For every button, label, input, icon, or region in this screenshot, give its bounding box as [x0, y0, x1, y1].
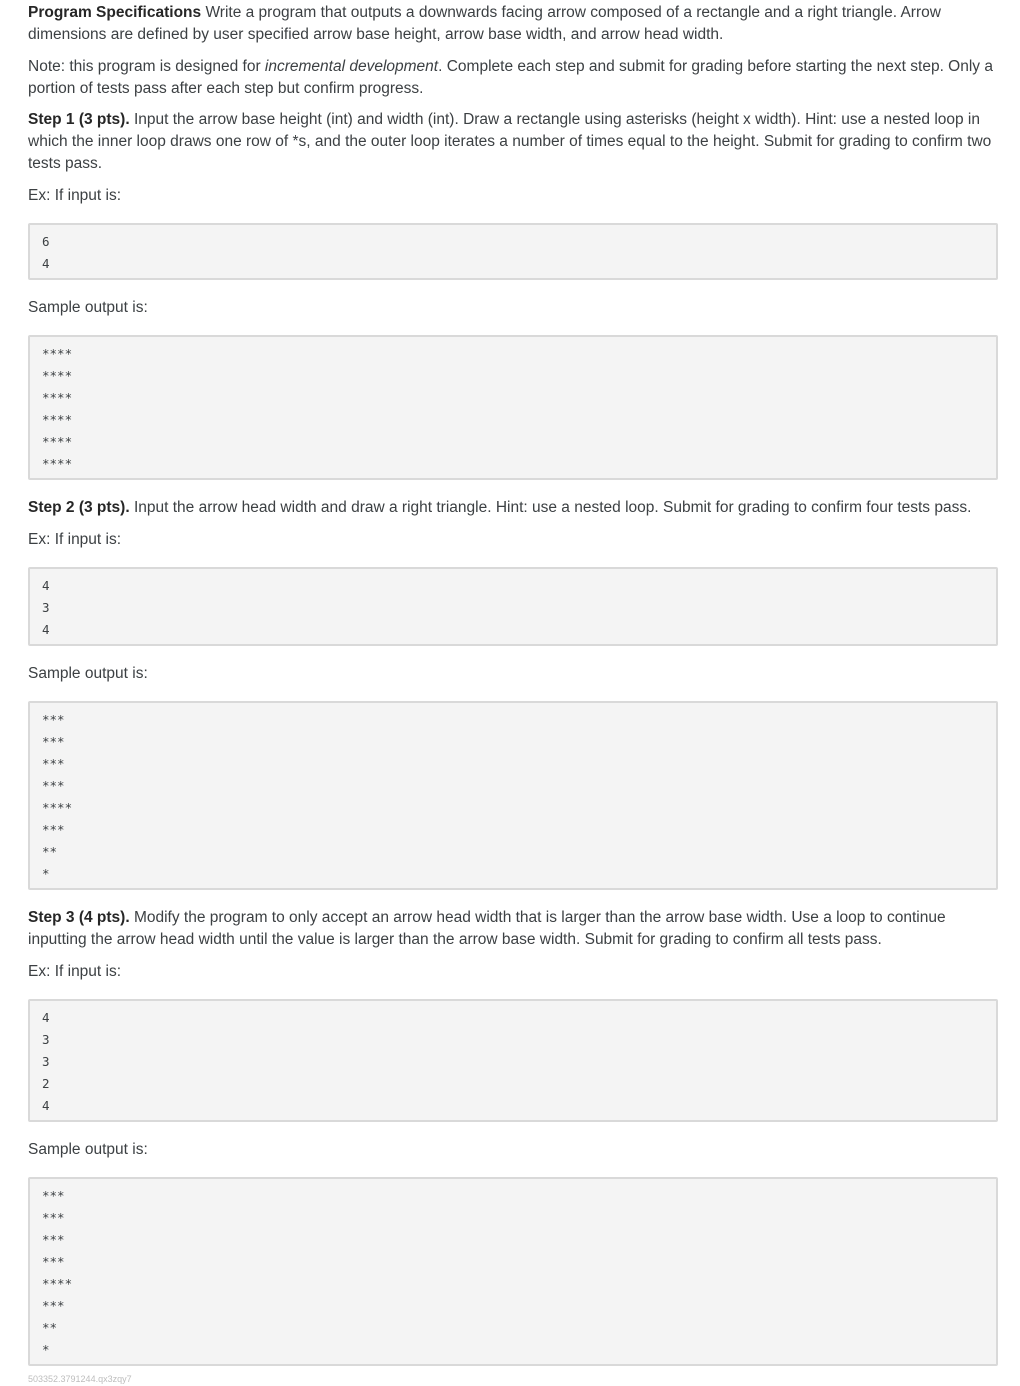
- step-2-text: Input the arrow head width and draw a right triangle. Hint: use a nested loop. Submit for grading to confirm four tests pass.: [129, 499, 972, 516]
- step-2-output-label: Sample output is:: [28, 665, 148, 682]
- code-line: 3: [42, 1032, 50, 1047]
- code-line: ***: [42, 712, 65, 727]
- code-line: ****: [42, 412, 73, 427]
- step-3-title: Step 3 (4 pts).: [28, 909, 130, 926]
- code-line: ****: [42, 434, 73, 449]
- step-3-input-block: [28, 999, 998, 1122]
- code-line: ***: [42, 778, 65, 793]
- code-line: ***: [42, 756, 65, 771]
- step-2-input-block: [28, 567, 998, 646]
- step-1-paragraph: [28, 109, 996, 175]
- step-1-text: Input the arrow base height (int) and width (int). Draw a rectangle using asterisks (height x width). Hint: use a nested loop in which the inner loop draws one row of *s, and the outer loop iterates a number of times equal to the height. Submit for grading to confirm two tests pass.: [28, 111, 992, 172]
- code-line: 3: [42, 600, 50, 615]
- code-line: ****: [42, 368, 73, 383]
- code-line: 6: [42, 234, 50, 249]
- code-line: ****: [42, 456, 73, 471]
- code-line: ****: [42, 346, 73, 361]
- code-line: ***: [42, 1210, 65, 1225]
- intro-text: Write a program that outputs a downwards facing arrow composed of a rectangle and a right triangle. Arrow dimensions are defined by user specified arrow base height, arrow base width, and arrow head width.: [28, 4, 941, 43]
- code-line: ***: [42, 1232, 65, 1247]
- code-line: *: [42, 1342, 50, 1357]
- code-line: ***: [42, 1298, 65, 1313]
- code-line: 3: [42, 1054, 50, 1069]
- code-line: 4: [42, 622, 50, 637]
- code-line: 4: [42, 1010, 50, 1025]
- code-line: 4: [42, 1098, 50, 1113]
- code-line: ***: [42, 1254, 65, 1269]
- code-line: ****: [42, 1276, 73, 1291]
- document-page: [0, 2, 1020, 1386]
- intro-paragraph: [28, 2, 996, 46]
- step-3-output-label: Sample output is:: [28, 1141, 148, 1158]
- code-line: ****: [42, 390, 73, 405]
- code-line: *: [42, 866, 50, 881]
- code-line: 4: [42, 578, 50, 593]
- footer-id: 503352.3791244.qx3zqy7: [28, 1374, 132, 1384]
- step-2-paragraph: [28, 497, 996, 519]
- note-suffix: . Complete each step and submit for grading before starting the next step. Only a portion of tests pass after each step but confirm progress.: [28, 58, 993, 97]
- step-1-output-block: [28, 335, 998, 480]
- step-2-output-block: [28, 701, 998, 890]
- step-1-input-label: Ex: If input is:: [28, 187, 122, 204]
- step-3-input-label: Ex: If input is:: [28, 963, 122, 980]
- code-line: **: [42, 844, 58, 859]
- step-3-paragraph: [28, 907, 996, 951]
- note-paragraph: [28, 56, 996, 100]
- code-line: ***: [42, 1188, 65, 1203]
- spec-heading: Program Specifications: [28, 4, 202, 21]
- step-2-input-label: Ex: If input is:: [28, 531, 122, 548]
- code-line: ****: [42, 800, 73, 815]
- step-1-output-label: Sample output is:: [28, 299, 148, 316]
- step-1-title: Step 1 (3 pts).: [28, 111, 130, 128]
- code-line: 4: [42, 256, 50, 271]
- step-2-title: Step 2 (3 pts).: [28, 499, 130, 516]
- code-line: ***: [42, 734, 65, 749]
- note-emphasis: incremental development: [264, 58, 439, 75]
- code-line: **: [42, 1320, 58, 1335]
- step-1-input-block: [28, 223, 998, 280]
- step-3-text: Modify the program to only accept an arrow head width that is larger than the arrow base width. Use a loop to continue inputting the arrow head width until the value is larger than the arrow base width. Submit for grading to confirm all tests pass.: [28, 909, 946, 948]
- note-prefix: Note: this program is designed for: [28, 58, 265, 75]
- code-line: 2: [42, 1076, 50, 1091]
- code-line: ***: [42, 822, 65, 837]
- step-3-output-block: [28, 1177, 998, 1366]
